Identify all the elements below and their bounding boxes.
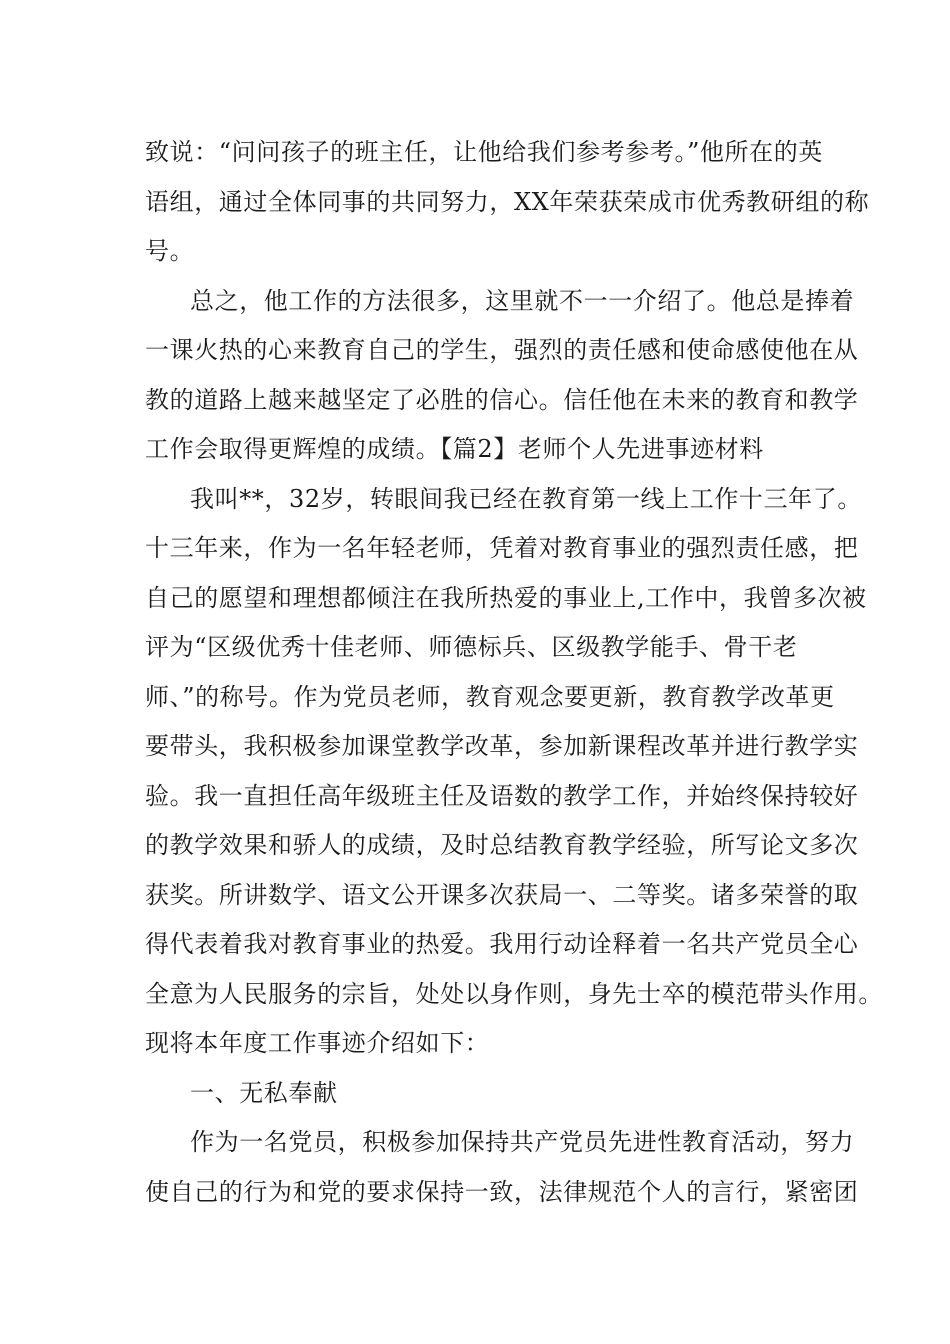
- text-line: 作为一名党员，积极参加保持共产党员先进性教育活动，努力: [190, 1128, 855, 1156]
- text-line: 号。: [145, 237, 195, 265]
- text-line: 的教学效果和骄人的成绩，及时总结教育教学经验，所写论文多次: [145, 831, 859, 859]
- text-line: 一课火热的心来教育自己的学生，强烈的责任感和使命感使他在从: [145, 336, 859, 364]
- text-line: 使自己的行为和党的要求保持一致，法律规范个人的言行，紧密团: [145, 1178, 859, 1206]
- section-heading: 一、无私奉献: [190, 1079, 338, 1107]
- text-line: 教的道路上越来越坚定了必胜的信心。信任他在未来的教育和教学: [145, 386, 859, 414]
- text-line: 全意为人民服务的宗旨，处处以身作则，身先士卒的模范带头作用。: [145, 980, 883, 1008]
- text-line: 要带头，我积极参加课堂教学改革，参加新课程改革并进行教学实: [145, 732, 859, 760]
- text-line: 总之，他工作的方法很多，这里就不一一介绍了。他总是捧着: [190, 287, 855, 315]
- text-line: 评为“区级优秀十佳老师、师德标兵、区级教学能手、骨干老: [145, 633, 798, 661]
- text-line: 自己的愿望和理想都倾注在我所热爱的事业上,工作中，我曾多次被: [145, 584, 867, 612]
- text-line: 验。我一直担任高年级班主任及语数的教学工作，并始终保持较好: [145, 782, 859, 810]
- text-line: 语组，通过全体同事的共同努力，XX年荣获荣成市优秀教研组的称: [145, 188, 870, 216]
- text-line: 工作会取得更辉煌的成绩。【篇2】老师个人先进事迹材料: [145, 435, 764, 463]
- text-line: 我叫**，32岁，转眼间我已经在教育第一线上工作十三年了。: [190, 485, 862, 513]
- text-line: 获奖。所讲数学、语文公开课多次获局一、二等奖。诸多荣誉的取: [145, 881, 859, 909]
- text-line: 得代表着我对教育事业的热爱。我用行动诠释着一名共产党员全心: [145, 930, 859, 958]
- text-line: 现将本年度工作事迹介绍如下：: [145, 1029, 490, 1057]
- text-line: 致说：“问问孩子的班主任，让他给我们参考参考。”他所在的英: [145, 138, 823, 166]
- text-line: 师、”的称号。作为党员老师，教育观念要更新，教育教学改革更: [145, 683, 835, 711]
- text-line: 十三年来，作为一名年轻老师，凭着对教育事业的强烈责任感，把: [145, 534, 859, 562]
